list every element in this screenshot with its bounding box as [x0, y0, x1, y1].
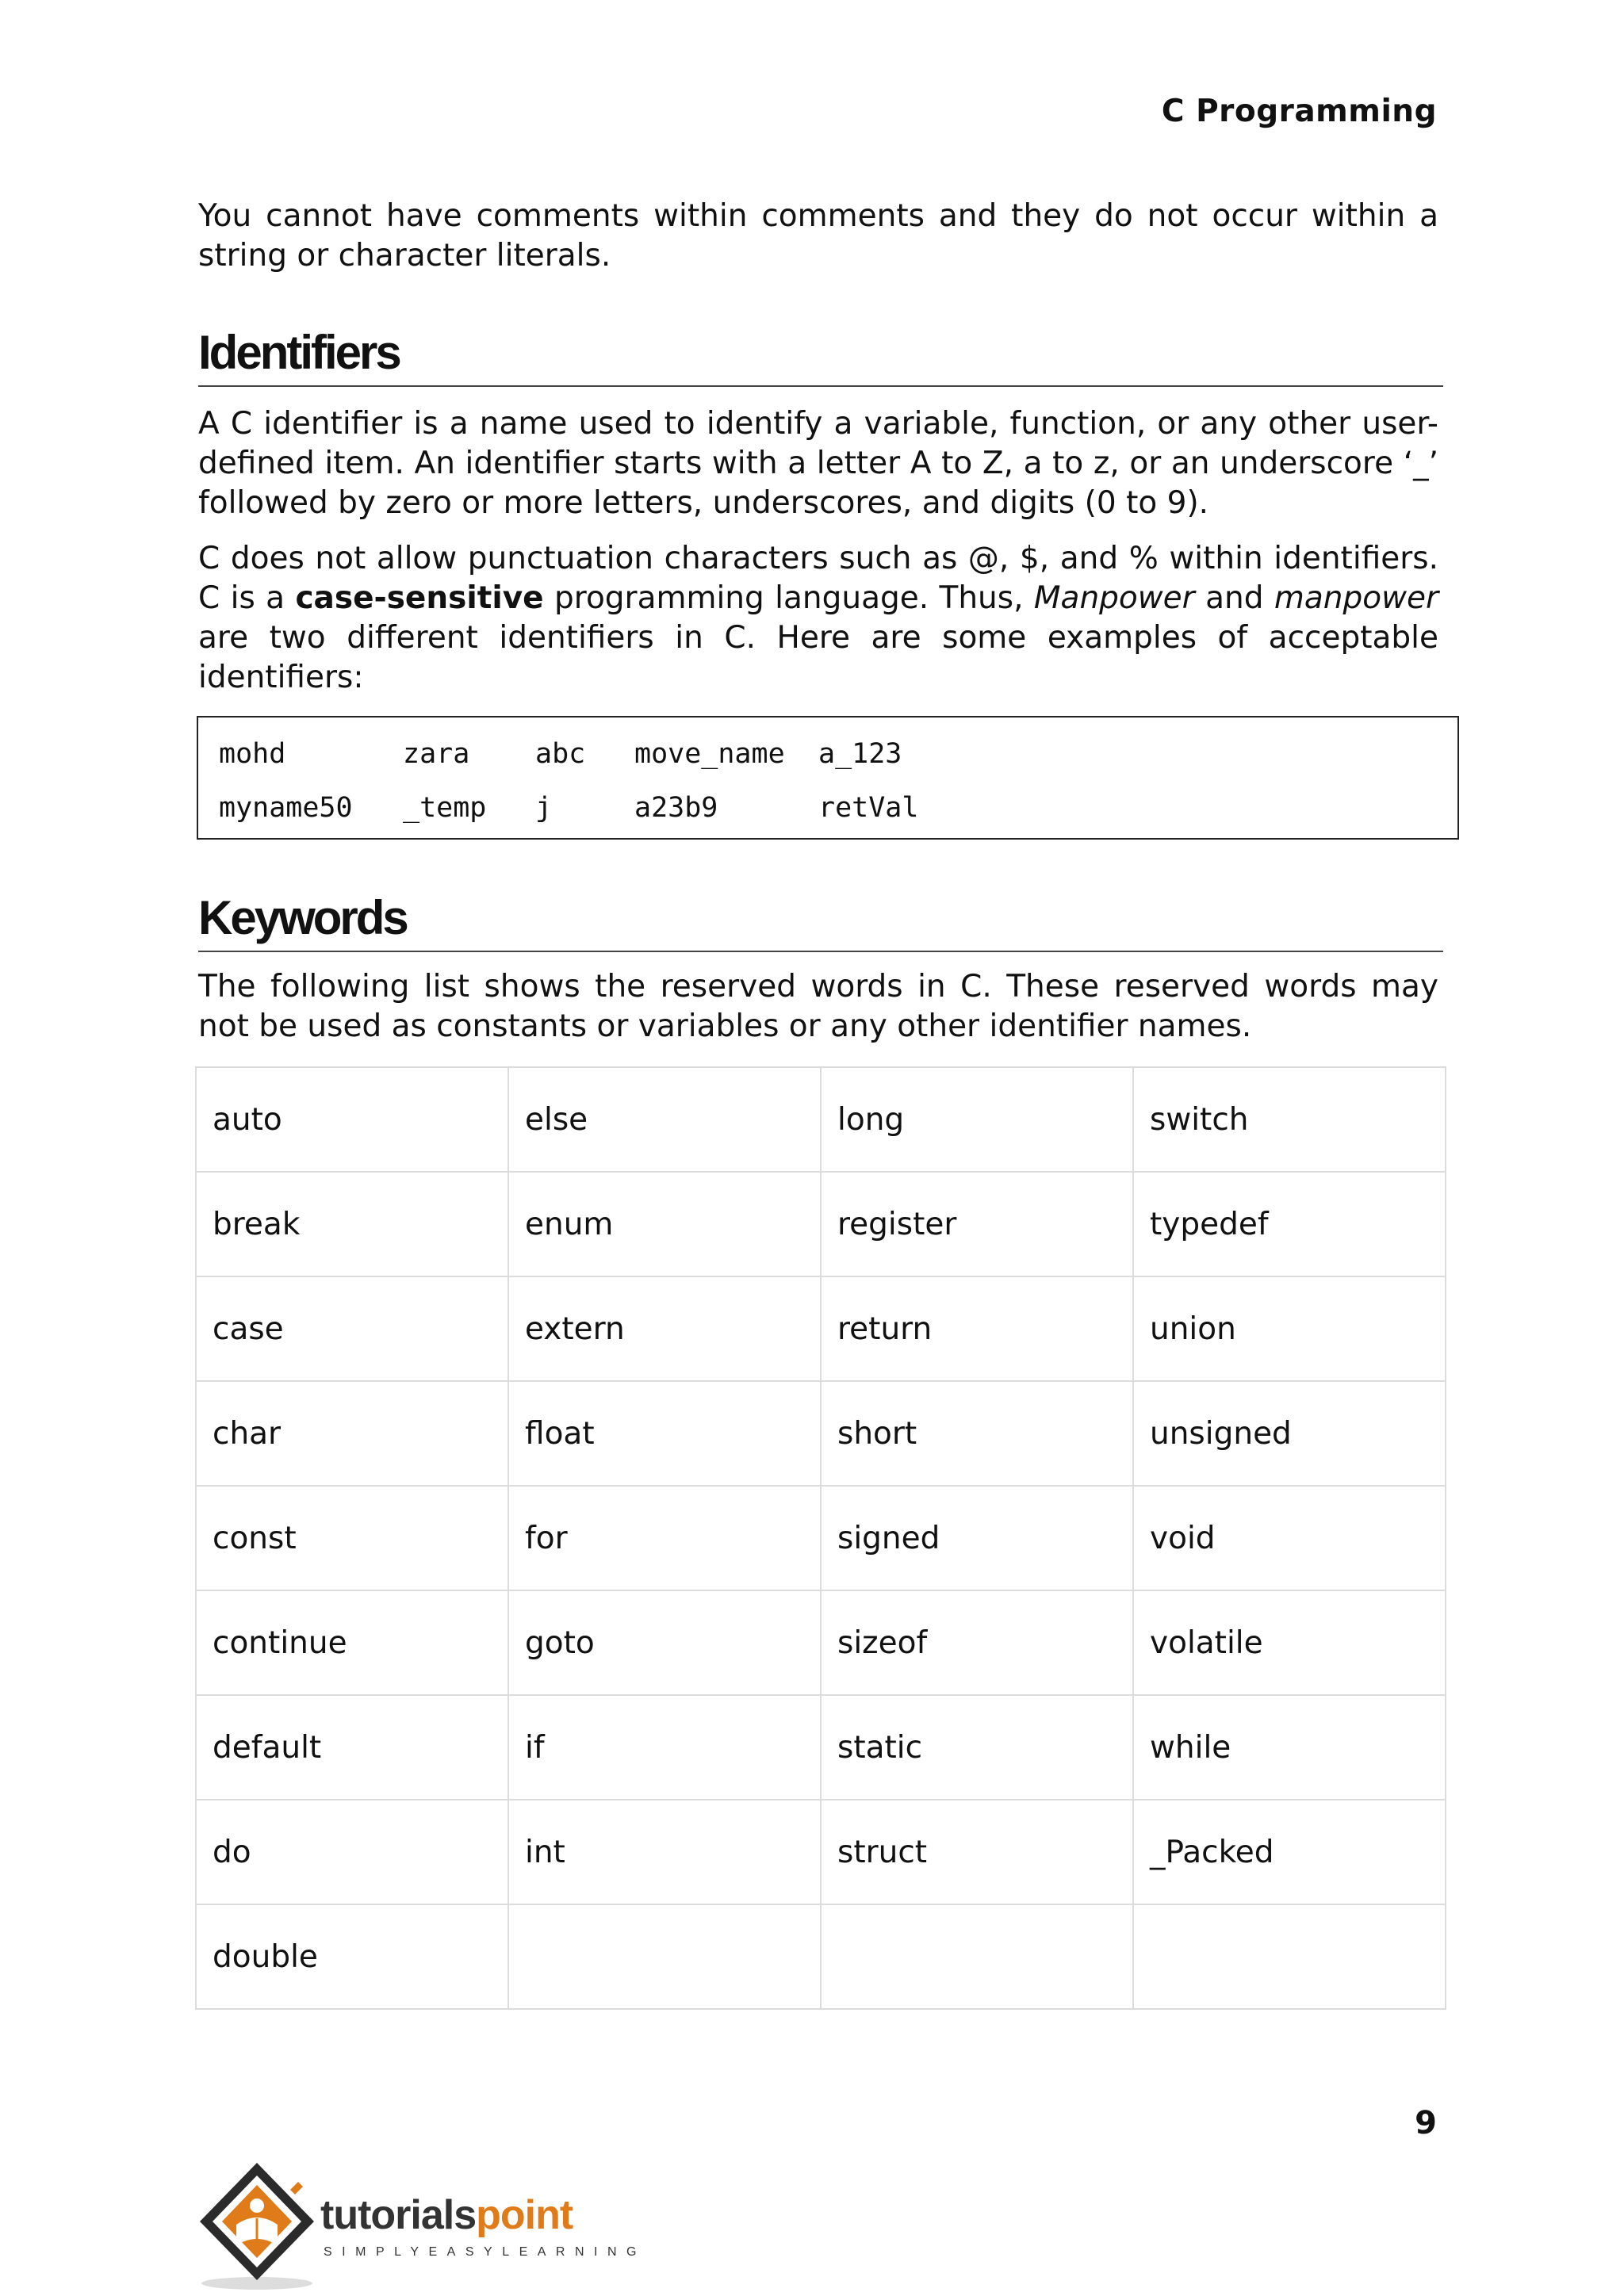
keyword-cell: short	[821, 1381, 1133, 1486]
intro-paragraph: You cannot have comments within comments and they do not occur within a string or character literals.	[198, 198, 1438, 274]
keyword-row	[196, 1276, 1446, 1381]
tutorialspoint-logo	[195, 2158, 646, 2293]
para2-text-1: C does not allow punctuation characters such as @, $, and % within identifiers. C is a	[198, 541, 1438, 616]
identifier-example: mohd	[219, 738, 286, 770]
keyword-cell: break	[196, 1172, 508, 1276]
keyword-cell: volatile	[1133, 1590, 1446, 1695]
page-number: 9	[1415, 2105, 1437, 2141]
identifier-example: a23b9	[634, 792, 718, 824]
keyword-cell: for	[508, 1486, 821, 1590]
logo-word-point: point	[476, 2192, 573, 2238]
identifier-example: a_123	[818, 738, 902, 770]
keyword-row	[196, 1904, 1446, 2009]
keyword-cell: switch	[1133, 1067, 1446, 1172]
para2-text-2: programming language. Thus,	[543, 580, 1034, 616]
identifiers-paragraph-2	[198, 539, 1438, 698]
manpower-lower: manpower	[1274, 580, 1438, 616]
keyword-cell: const	[196, 1486, 508, 1590]
keyword-cell	[821, 1904, 1133, 2009]
keyword-cell: enum	[508, 1172, 821, 1276]
keyword-cell: typedef	[1133, 1172, 1446, 1276]
case-sensitive-term: case-sensitive	[295, 580, 544, 616]
keyword-cell: extern	[508, 1276, 821, 1381]
keyword-cell: auto	[196, 1067, 508, 1172]
identifier-examples-box	[197, 716, 1459, 840]
keyword-cell: else	[508, 1067, 821, 1172]
keyword-cell: union	[1133, 1276, 1446, 1381]
keyword-cell: do	[196, 1800, 508, 1904]
keyword-cell: _Packed	[1133, 1800, 1446, 1904]
identifier-example: retVal	[818, 792, 919, 824]
keyword-cell: if	[508, 1695, 821, 1800]
keyword-cell: static	[821, 1695, 1133, 1800]
identifiers-paragraph-1: A C identifier is a name used to identify a variable, function, or any other user-defined item. An identifier starts with a letter A to Z, a to z, or an underscore ‘_’ followed by zero or more letters, underscores, and digits (0 to 9).	[198, 406, 1438, 521]
logo-tagline: SIMPLYEASYLEARNING	[324, 2245, 646, 2259]
keyword-cell: default	[196, 1695, 508, 1800]
identifier-example: abc	[535, 738, 586, 770]
identifiers-heading: Identifiers	[198, 325, 1443, 387]
keyword-cell: continue	[196, 1590, 508, 1695]
keyword-cell: register	[821, 1172, 1133, 1276]
running-header: C Programming	[1161, 94, 1437, 129]
keyword-cell: int	[508, 1800, 821, 1904]
keyword-cell: goto	[508, 1590, 821, 1695]
keyword-cell: struct	[821, 1800, 1133, 1904]
keyword-cell: float	[508, 1381, 821, 1486]
keyword-row	[196, 1172, 1446, 1276]
identifier-examples-row	[198, 788, 1457, 828]
keyword-row	[196, 1590, 1446, 1695]
keywords-table	[195, 1066, 1446, 2010]
identifier-examples-row	[198, 734, 1457, 774]
keyword-cell: signed	[821, 1486, 1133, 1590]
identifier-example: myname50	[219, 792, 353, 824]
keyword-row	[196, 1486, 1446, 1590]
keyword-cell: unsigned	[1133, 1381, 1446, 1486]
keyword-row	[196, 1800, 1446, 1904]
identifier-example: _temp	[403, 792, 487, 824]
logo-wordmark	[320, 2191, 573, 2239]
keyword-cell: case	[196, 1276, 508, 1381]
keyword-cell: char	[196, 1381, 508, 1486]
logo-emblem-icon	[195, 2158, 322, 2293]
keyword-cell: sizeof	[821, 1590, 1133, 1695]
keywords-paragraph: The following list shows the reserved words in C. These reserved words may not be used as constants or variables or any other identifier names.	[198, 969, 1438, 1044]
keyword-cell	[1133, 1904, 1446, 2009]
keyword-row	[196, 1067, 1446, 1172]
keyword-row	[196, 1381, 1446, 1486]
keyword-cell: double	[196, 1904, 508, 2009]
keyword-cell: long	[821, 1067, 1133, 1172]
keyword-row	[196, 1695, 1446, 1800]
keywords-heading: Keywords	[198, 890, 1443, 952]
keyword-cell: while	[1133, 1695, 1446, 1800]
identifier-example: move_name	[634, 738, 785, 770]
manpower-capital: Manpower	[1033, 580, 1195, 616]
keyword-cell: void	[1133, 1486, 1446, 1590]
identifier-example: j	[535, 792, 553, 824]
para2-text-4: are two different identifiers in C. Here are some examples of acceptable identifiers:	[198, 620, 1438, 695]
keyword-cell	[508, 1904, 821, 2009]
logo-word-tutorials: tutorials	[320, 2192, 477, 2238]
para2-text-3: and	[1194, 580, 1274, 616]
keyword-cell: return	[821, 1276, 1133, 1381]
identifier-example: zara	[403, 738, 470, 770]
